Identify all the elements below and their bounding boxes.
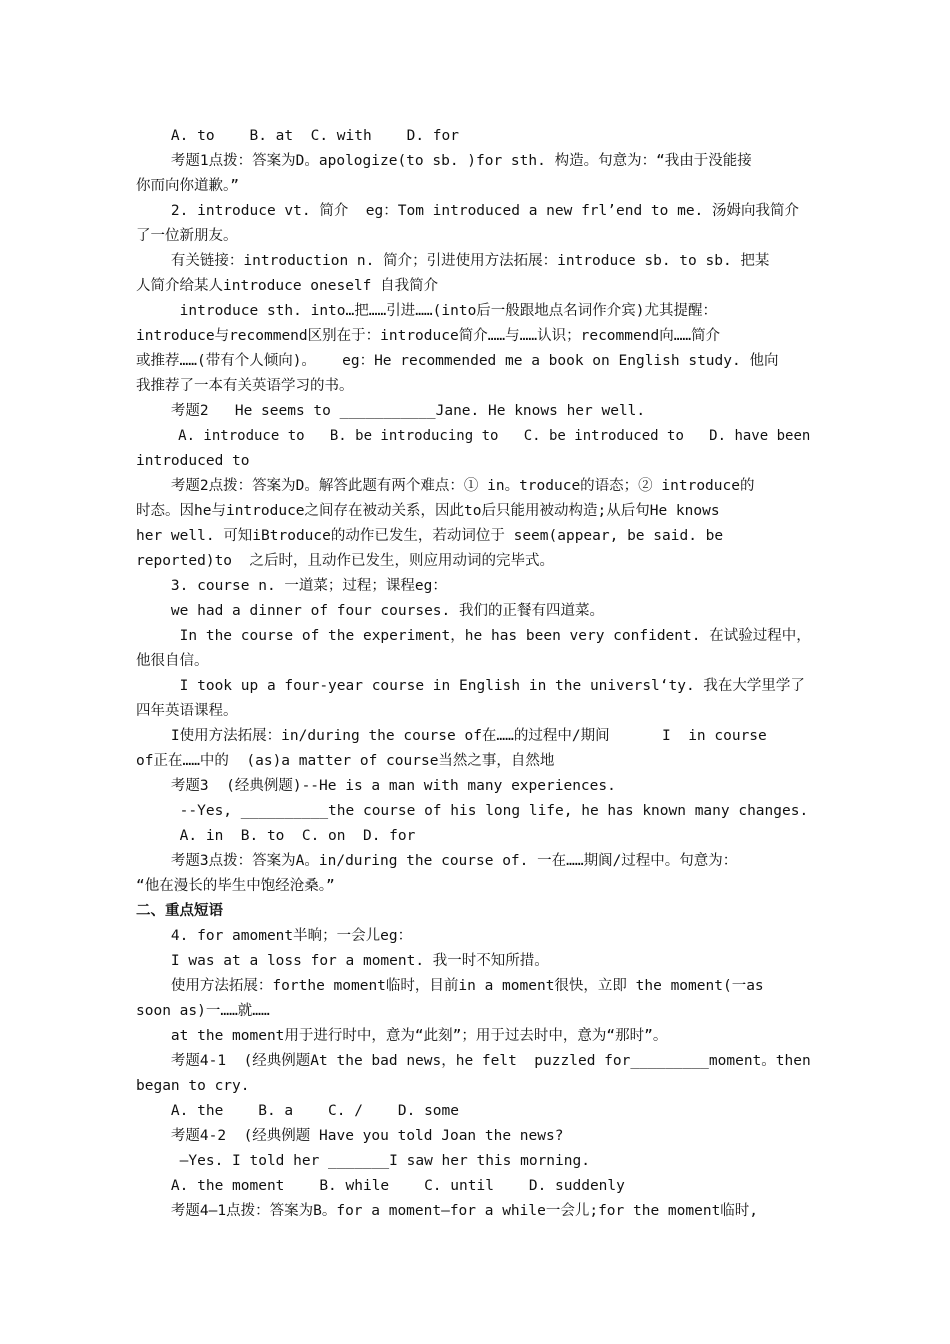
text-line: I使用方法拓展：in/during the course of在……的过程中/期间 I in course <box>136 728 767 744</box>
text-line: 四年英语课程。 <box>136 703 238 719</box>
question-line: 考题4-1 (经典例题At the bad news，he felt puzzled for_________moment。then <box>136 1053 811 1069</box>
text-line: 他很自信。 <box>136 653 209 669</box>
text-line: 你而向你道歉。” <box>136 178 239 194</box>
text-line: I was at a loss for a moment. 我一时不知所措。 <box>136 953 549 969</box>
question-line: 考题4-2 (经典例题 Have you told Joan the news? <box>136 1128 564 1144</box>
text-line: “他在漫长的毕生中饱经沧桑。” <box>136 878 335 894</box>
text-line: we had a dinner of four courses. 我们的正餐有四道菜。 <box>136 603 604 619</box>
text-line: at the moment用于进行时中，意为“此刻”；用于过去时中，意为“那时”。 <box>136 1028 668 1044</box>
text-line: In the course of the experiment，he has been very confident. 在试验过程中， <box>136 628 811 644</box>
text-line: 3. course n. 一道菜；过程；课程eg： <box>136 578 447 594</box>
text-line: 或推荐……(带有个人倾向)。 eg：He recommended me a book on English study. 他向 <box>136 353 779 369</box>
options-line: A. in B. to C. on D. for <box>136 828 416 844</box>
text-line: 考题4—1点拨：答案为B。for a moment—for a while一会儿;for the moment临时, <box>136 1203 759 1219</box>
text-line: soon as)一……就…… <box>136 1003 270 1019</box>
text-line: 2. introduce vt. 简介 eg：Tom introduced a new frl’end to me. 汤姆向我简介 <box>136 203 800 219</box>
text-line: A. to B. at C. with D. for <box>136 128 460 144</box>
text-line: 考题1点拨：答案为D。apologize(to sb. )for sth. 构造。句意为：“我由于没能接 <box>136 153 752 169</box>
text-line: 考题3点拨：答案为A。in/during the course of. 一在……期阆/过程中。句意为： <box>136 853 738 869</box>
text-line: --Yes, __________the course of his long life, he has known many changes. <box>136 803 809 819</box>
text-line: —Yes. I told her _______I saw her this morning. <box>136 1153 590 1169</box>
options-line: A. introduce to B. be introducing to C. be introduced to D. have been <box>136 428 811 444</box>
text-line: 我推荐了一本有关英语学习的书。 <box>136 378 354 394</box>
text-line: introduce sth. into…把……引进……(into后一般跟地点名词作介宾)尤其提醒： <box>136 303 718 319</box>
text-line: of正在……中的 (as)a matter of course当然之事，自然地 <box>136 753 555 769</box>
text-line: 使用方法拓展：forthe moment临时，目前in a moment很快，立即 the moment(一as <box>136 978 764 994</box>
options-line: A. the B. a C. / D. some <box>136 1103 460 1119</box>
text-line: 考题2点拨：答案为D。解答此题有两个难点：① in。troduce的语态；② introduce的 <box>136 478 755 494</box>
text-line: began to cry. <box>136 1078 250 1094</box>
text-line: introduce与recommend区别在于：introduce简介……与……认识；recommend向……简介 <box>136 328 721 344</box>
text-line: reported)to 之后时，且动作已发生，则应用动词的完毕式。 <box>136 553 554 569</box>
text-line: her well. 可知iBtroduce的动作已发生，若动词位于 seem(appear, be said. be <box>136 528 724 544</box>
text-line: 时态。因he与introduce之间存在被动关系，因此to后只能用被动构造;从后句He knows <box>136 503 720 519</box>
text-line: 有关链接：introduction n. 简介；引进使用方法拓展：introduce sb. to sb. 把某 <box>136 253 770 269</box>
text-line: 4. for amoment半晌；一会儿eg： <box>136 928 413 944</box>
options-line: A. the moment B. while C. until D. suddenly <box>136 1178 625 1194</box>
section-heading: 二、重点短语 <box>136 903 223 919</box>
text-line: 了一位新朋友。 <box>136 228 238 244</box>
question-line: 考题2 He seems to ___________Jane. He knows her well. <box>136 403 646 419</box>
text-line: introduced to <box>136 453 250 469</box>
question-line: 考题3 (经典例题)--He is a man with many experiences. <box>136 778 616 794</box>
text-line: 人简介给某人introduce oneself 自我简介 <box>136 278 439 294</box>
text-line: I took up a four-year course in English in the universl‘ty. 我在大学里学了 <box>136 678 805 694</box>
